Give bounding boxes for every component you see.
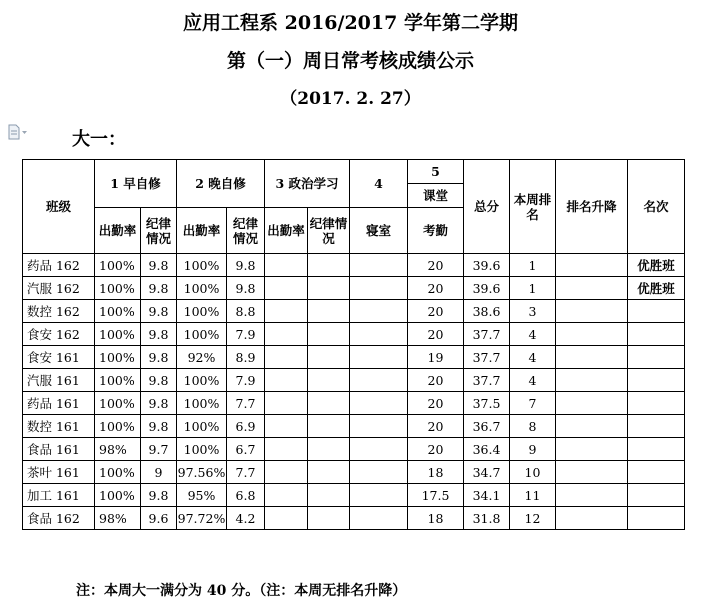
cell-class-name: 食安 161: [23, 346, 95, 369]
cell-discipline-1: 9.8: [141, 484, 177, 507]
cell-discipline-1: 9.8: [141, 323, 177, 346]
cell-attendance-1: 100%: [95, 254, 141, 277]
cell-attendance-1: 100%: [95, 300, 141, 323]
cell-classroom-attendance: 20: [408, 438, 464, 461]
table-row: [23, 254, 685, 277]
cell-class-name: 汽服 162: [23, 277, 95, 300]
cell-rank: 4: [510, 369, 556, 392]
cell-discipline-3: [308, 369, 350, 392]
cell-attendance-3: [265, 323, 308, 346]
cell-discipline-3: [308, 277, 350, 300]
cell-attendance-2: 100%: [177, 300, 227, 323]
cell-attendance-2: 100%: [177, 392, 227, 415]
cell-attendance-3: [265, 277, 308, 300]
cell-attendance-1: 100%: [95, 277, 141, 300]
cell-discipline-1: 9.8: [141, 277, 177, 300]
header-political-study: 3 政治学习: [265, 160, 350, 208]
cell-rank-change: [556, 392, 628, 415]
cell-rank: 12: [510, 507, 556, 530]
cell-award: [628, 484, 685, 507]
cell-discipline-3: [308, 484, 350, 507]
cell-discipline-1: 9.8: [141, 369, 177, 392]
cell-total-score: 37.7: [464, 369, 510, 392]
cell-total-score: 34.1: [464, 484, 510, 507]
title-date: （2017. 2. 27）: [280, 89, 421, 109]
header-weekly-rank: 本周排名: [510, 160, 556, 254]
header-dorm: 寝室: [350, 208, 408, 254]
header-item-5-number: 5: [408, 160, 464, 184]
header-discipline-1: 纪律情况: [141, 208, 177, 254]
cell-rank: 10: [510, 461, 556, 484]
table-row: [23, 300, 685, 323]
cell-classroom-attendance: 18: [408, 507, 464, 530]
cell-attendance-1: 98%: [95, 507, 141, 530]
cell-classroom-attendance: 20: [408, 277, 464, 300]
score-table: [22, 159, 685, 530]
cell-rank-change: [556, 346, 628, 369]
cell-rank: 4: [510, 323, 556, 346]
cell-attendance-3: [265, 392, 308, 415]
table-row: [23, 323, 685, 346]
cell-rank-change: [556, 415, 628, 438]
cell-dorm-score: [350, 346, 408, 369]
cell-award: [628, 323, 685, 346]
cell-dorm-score: [350, 300, 408, 323]
cell-attendance-1: 100%: [95, 369, 141, 392]
cell-discipline-3: [308, 254, 350, 277]
table-row: [23, 346, 685, 369]
cell-rank-change: [556, 254, 628, 277]
table-row: [23, 369, 685, 392]
header-award: 名次: [628, 160, 685, 254]
cell-rank-change: [556, 507, 628, 530]
cell-total-score: 37.5: [464, 392, 510, 415]
cell-classroom-attendance: 20: [408, 300, 464, 323]
header-classroom: 课堂: [408, 184, 464, 208]
footnote: 注：本周大一满分为 40 分。（注：本周无排名升降）: [76, 583, 407, 599]
cell-attendance-3: [265, 254, 308, 277]
header-attendance-2: 出勤率: [177, 208, 227, 254]
table-row: [23, 438, 685, 461]
cell-attendance-2: 100%: [177, 369, 227, 392]
cell-discipline-2: 6.7: [227, 438, 265, 461]
cell-discipline-1: 9: [141, 461, 177, 484]
cell-discipline-3: [308, 438, 350, 461]
cell-rank-change: [556, 369, 628, 392]
document-icon[interactable]: [7, 124, 29, 140]
cell-class-name: 食安 162: [23, 323, 95, 346]
cell-attendance-2: 97.72%: [177, 507, 227, 530]
cell-award: [628, 438, 685, 461]
cell-discipline-3: [308, 392, 350, 415]
cell-attendance-3: [265, 484, 308, 507]
cell-class-name: 茶叶 161: [23, 461, 95, 484]
cell-discipline-2: 8.8: [227, 300, 265, 323]
table-row: [23, 507, 685, 530]
cell-discipline-1: 9.8: [141, 346, 177, 369]
cell-classroom-attendance: 20: [408, 369, 464, 392]
cell-discipline-2: 7.9: [227, 323, 265, 346]
cell-classroom-attendance: 20: [408, 323, 464, 346]
cell-total-score: 37.7: [464, 323, 510, 346]
cell-class-name: 药品 161: [23, 392, 95, 415]
cell-attendance-1: 100%: [95, 323, 141, 346]
cell-award: [628, 415, 685, 438]
cell-rank-change: [556, 300, 628, 323]
cell-classroom-attendance: 20: [408, 254, 464, 277]
cell-attendance-1: 98%: [95, 438, 141, 461]
cell-class-name: 汽服 161: [23, 369, 95, 392]
cell-total-score: 37.7: [464, 346, 510, 369]
cell-discipline-1: 9.8: [141, 300, 177, 323]
cell-attendance-3: [265, 369, 308, 392]
cell-classroom-attendance: 19: [408, 346, 464, 369]
header-rank-change: 排名升降: [556, 160, 628, 254]
cell-class-name: 食品 161: [23, 438, 95, 461]
cell-class-name: 数控 162: [23, 300, 95, 323]
cell-discipline-3: [308, 415, 350, 438]
cell-attendance-3: [265, 438, 308, 461]
cell-discipline-1: 9.8: [141, 254, 177, 277]
cell-rank-change: [556, 484, 628, 507]
cell-total-score: 39.6: [464, 254, 510, 277]
cell-class-name: 数控 161: [23, 415, 95, 438]
table-row: [23, 277, 685, 300]
cell-dorm-score: [350, 277, 408, 300]
cell-attendance-2: 100%: [177, 277, 227, 300]
cell-dorm-score: [350, 323, 408, 346]
cell-rank: 9: [510, 438, 556, 461]
cell-dorm-score: [350, 254, 408, 277]
cell-discipline-2: 6.9: [227, 415, 265, 438]
cell-rank-change: [556, 438, 628, 461]
cell-attendance-3: [265, 507, 308, 530]
cell-attendance-1: 100%: [95, 346, 141, 369]
cell-discipline-2: 9.8: [227, 254, 265, 277]
cell-rank: 11: [510, 484, 556, 507]
cell-attendance-1: 100%: [95, 415, 141, 438]
cell-classroom-attendance: 18: [408, 461, 464, 484]
cell-discipline-3: [308, 323, 350, 346]
cell-rank: 8: [510, 415, 556, 438]
header-attendance-1: 出勤率: [95, 208, 141, 254]
cell-class-name: 食品 162: [23, 507, 95, 530]
table-row: [23, 461, 685, 484]
cell-total-score: 39.6: [464, 277, 510, 300]
header-class: 班级: [23, 160, 95, 254]
header-attendance-3: 出勤率: [265, 208, 308, 254]
cell-discipline-2: 9.8: [227, 277, 265, 300]
cell-attendance-3: [265, 461, 308, 484]
cell-class-name: 药品 162: [23, 254, 95, 277]
cell-discipline-1: 9.7: [141, 438, 177, 461]
cell-rank: 3: [510, 300, 556, 323]
cell-discipline-1: 9.8: [141, 392, 177, 415]
cell-dorm-score: [350, 369, 408, 392]
cell-rank: 1: [510, 277, 556, 300]
header-attendance-5: 考勤: [408, 208, 464, 254]
header-discipline-3: 纪律情况: [308, 208, 350, 254]
header-morning-study: 1 早自修: [95, 160, 177, 208]
cell-attendance-3: [265, 300, 308, 323]
cell-discipline-2: 7.7: [227, 461, 265, 484]
cell-attendance-1: 100%: [95, 484, 141, 507]
cell-discipline-2: 8.9: [227, 346, 265, 369]
header-discipline-2: 纪律情况: [227, 208, 265, 254]
cell-attendance-1: 100%: [95, 461, 141, 484]
cell-attendance-2: 100%: [177, 323, 227, 346]
table-row: [23, 392, 685, 415]
cell-award: [628, 300, 685, 323]
cell-dorm-score: [350, 415, 408, 438]
cell-award: [628, 346, 685, 369]
cell-total-score: 36.4: [464, 438, 510, 461]
cell-attendance-2: 92%: [177, 346, 227, 369]
cell-attendance-3: [265, 346, 308, 369]
cell-award: [628, 507, 685, 530]
title-line-1: 应用工程系 2016/2017 学年第二学期: [183, 12, 518, 34]
class-group-label: 大一：: [72, 129, 126, 150]
cell-award: [628, 461, 685, 484]
cell-total-score: 36.7: [464, 415, 510, 438]
cell-discipline-2: 7.9: [227, 369, 265, 392]
cell-attendance-2: 100%: [177, 415, 227, 438]
cell-award: [628, 392, 685, 415]
cell-award: 优胜班: [628, 254, 685, 277]
cell-dorm-score: [350, 484, 408, 507]
cell-total-score: 34.7: [464, 461, 510, 484]
cell-total-score: 31.8: [464, 507, 510, 530]
cell-discipline-3: [308, 461, 350, 484]
header-item-4: 4: [350, 160, 408, 208]
cell-rank-change: [556, 461, 628, 484]
cell-dorm-score: [350, 392, 408, 415]
cell-discipline-3: [308, 507, 350, 530]
cell-attendance-1: 100%: [95, 392, 141, 415]
cell-discipline-1: 9.8: [141, 415, 177, 438]
cell-rank-change: [556, 323, 628, 346]
cell-classroom-attendance: 20: [408, 415, 464, 438]
header-evening-study: 2 晚自修: [177, 160, 265, 208]
cell-attendance-2: 100%: [177, 438, 227, 461]
cell-attendance-2: 100%: [177, 254, 227, 277]
cell-rank-change: [556, 277, 628, 300]
cell-dorm-score: [350, 438, 408, 461]
cell-attendance-3: [265, 415, 308, 438]
cell-rank: 7: [510, 392, 556, 415]
cell-class-name: 加工 161: [23, 484, 95, 507]
cell-dorm-score: [350, 461, 408, 484]
cell-rank: 4: [510, 346, 556, 369]
cell-award: [628, 369, 685, 392]
cell-classroom-attendance: 17.5: [408, 484, 464, 507]
table-row: [23, 415, 685, 438]
title-line-2: 第（一）周日常考核成绩公示: [226, 50, 474, 72]
cell-rank: 1: [510, 254, 556, 277]
cell-attendance-2: 95%: [177, 484, 227, 507]
header-total: 总分: [464, 160, 510, 254]
cell-discipline-2: 4.2: [227, 507, 265, 530]
cell-total-score: 38.6: [464, 300, 510, 323]
table-row: [23, 484, 685, 507]
cell-discipline-2: 7.7: [227, 392, 265, 415]
cell-discipline-3: [308, 346, 350, 369]
cell-classroom-attendance: 20: [408, 392, 464, 415]
cell-discipline-3: [308, 300, 350, 323]
cell-award: 优胜班: [628, 277, 685, 300]
cell-dorm-score: [350, 507, 408, 530]
cell-discipline-1: 9.6: [141, 507, 177, 530]
cell-discipline-2: 6.8: [227, 484, 265, 507]
cell-attendance-2: 97.56%: [177, 461, 227, 484]
